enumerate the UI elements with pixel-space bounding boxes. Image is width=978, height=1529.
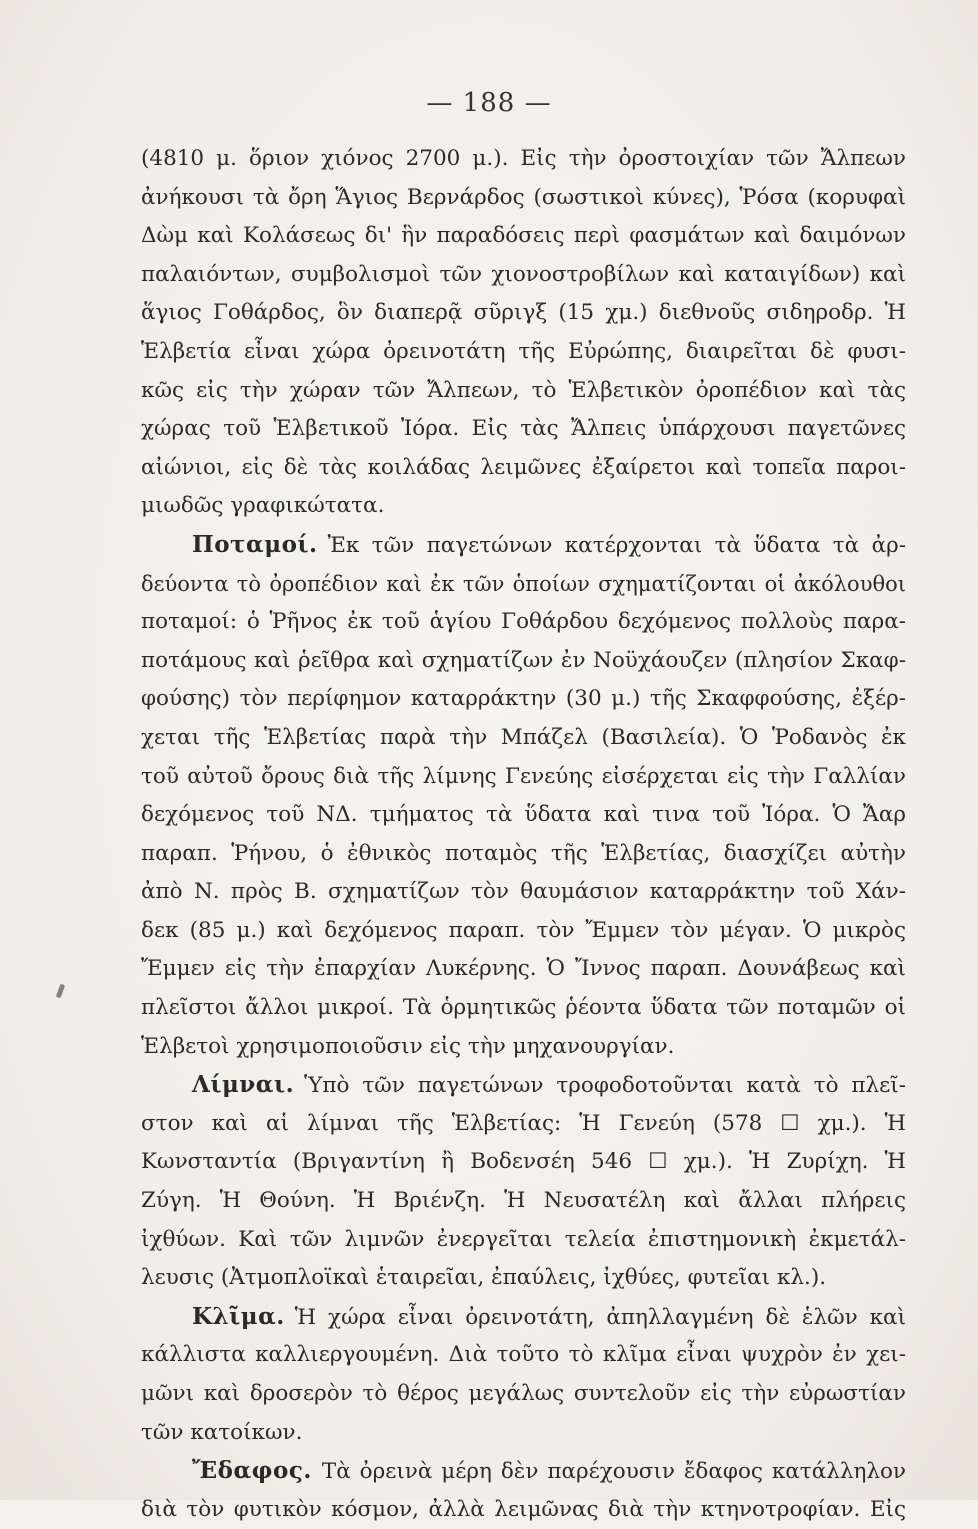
- text-line: ποτάμους καὶ ῥεῖθρα καὶ σχηματίζων ἐν Νοϋχάουζεν (πλησίον Σκαφ-: [141, 647, 906, 673]
- text-line: Ζύγη. Ἡ Θούνη. Ἡ Βριένζη. Ἡ Νευσατέλη καὶ ἄλλαι πλήρεις: [141, 1188, 906, 1214]
- text-line: στον καὶ αἱ λίμναι τῆς Ἑλβετίας: Ἡ Γενεύη (578 ☐ χμ.). Ἡ: [141, 1110, 906, 1136]
- text-line: ἀνήκουσι τὰ ὄρη Ἅγιος Βερνάρδος (σωστικοὶ κύνες), Ῥόσα (κορυφαὶ: [141, 184, 906, 210]
- text-line: (4810 μ. ὅριον χιόνος 2700 μ.). Εἰς τὴν ὀροστοιχίαν τῶν Ἄλπεων: [141, 146, 906, 171]
- text-line: Ἐκ τῶν παγετώνων κατέρχονται τὰ ὕδατα τὰ ἀρ-: [327, 532, 906, 558]
- text-line: πλεῖστοι ἄλλοι μικροί. Τὰ ὁρμητικῶς ῥέοντα ὕδατα τῶν ποταμῶν οἱ: [141, 995, 906, 1021]
- text-line: μιωδῶς γραφικώτατα.: [141, 493, 385, 519]
- climate-section-first-line: [141, 1298, 906, 1337]
- section-heading-lakes: Λίμναι.: [192, 1071, 295, 1099]
- text-line: ἀπὸ Ν. πρὸς Β. σχηματίζων τὸν θαυμάσιον καταρράκτην τοῦ Χάν-: [141, 879, 906, 905]
- text-line: Ἡ χώρα εἶναι ὀρεινοτάτη, ἀπηλλαγμένη δὲ ἑλῶν καὶ: [294, 1304, 906, 1330]
- text-line: διὰ τὸν φυτικὸν κόσμον, ἀλλὰ λειμῶνας διὰ τὴν κτηνοτροφίαν. Εἰς: [141, 1496, 906, 1522]
- text-line: ποταμοί: ὁ Ῥῆνος ἐκ τοῦ ἁγίου Γοθάρδου δεχόμενος πολλοὺς παρα-: [141, 609, 906, 635]
- margin-ink-mark: [56, 984, 65, 999]
- page-number: — 188 —: [426, 88, 552, 118]
- lakes-section-first-line: [141, 1066, 906, 1105]
- text-line: ἅγιος Γοθάρδος, ὃν διαπερᾷ σῦριγξ (15 χμ.) διεθνοῦς σιδηροδρ. Ἡ: [141, 300, 906, 326]
- text-line: χεται τῆς Ἑλβετίας παρὰ τὴν Μπάζελ (Βασιλεία). Ὁ Ῥοδανὸς ἐκ: [141, 724, 906, 750]
- text-line: Τὰ ὀρεινὰ μέρη δὲν παρέχουσιν ἔδαφος κατάλληλον: [321, 1459, 906, 1485]
- text-line: Ἑλβετοὶ χρησιμοποιοῦσιν εἰς τὴν μηχανουργίαν.: [141, 1033, 675, 1059]
- text-line: αἰώνιοι, εἰς δὲ τὰς κοιλάδας λειμῶνες ἐξαίρετοι καὶ τοπεῖα παροι-: [141, 454, 906, 480]
- soil-section-first-line: [141, 1452, 906, 1491]
- text-line: Ὑπὸ τῶν παγετώνων τροφοδοτοῦνται κατὰ τὸ πλεῖ-: [304, 1073, 906, 1099]
- text-line: χώρας τοῦ Ἑλβετικοῦ Ἰόρα. Εἰς τὰς Ἄλπεις ὑπάρχουσι παγετῶνες: [141, 416, 906, 442]
- text-line: δεύοντα τὸ ὀροπέδιον καὶ ἐκ τῶν ὁποίων σχηματίζονται οἱ ἀκόλουθοι: [141, 571, 906, 596]
- body-text: [141, 140, 906, 1529]
- text-line: παλαιόντων, συμβολισμοὶ τῶν χιονοστροβίλων καὶ καταιγίδων) καὶ: [141, 261, 906, 287]
- text-line: τοῦ αὐτοῦ ὄρους διὰ τῆς λίμνης Γενεύης εἰσέρχεται εἰς τὴν Γαλλίαν: [141, 763, 906, 789]
- text-line: Ἔμμεν εἰς τὴν ἐπαρχίαν Λυκέρνης. Ὁ Ἴννος παραπ. Δουνάβεως καὶ: [141, 956, 906, 982]
- text-line: δεκ (85 μ.) καὶ δεχόμενος παραπ. τὸν Ἔμμεν τὸν μέγαν. Ὁ μικρὸς: [141, 917, 906, 943]
- text-line: ἰχθύων. Καὶ τῶν λιμνῶν ἐνεργεῖται τελεία ἐπιστημονικὴ ἐκμετάλ-: [141, 1226, 906, 1252]
- section-heading-soil: Ἔδαφος.: [192, 1457, 312, 1485]
- section-heading-climate: Κλῖμα.: [192, 1302, 285, 1330]
- text-line: μῶνι καὶ δροσερὸν τὸ θέρος μεγάλως συντελοῦν εἰς τὴν εὐρωστίαν: [141, 1381, 906, 1406]
- text-line: κῶς εἰς τὴν χώραν τῶν Ἄλπεων, τὸ Ἑλβετικὸν ὀροπέδιον καὶ τὰς: [141, 377, 906, 403]
- text-line: λευσις (Ἀτμοπλοϊκαὶ ἑταιρεῖαι, ἐπαύλεις, ἰχθύες, φυτεῖαι κλ.).: [141, 1265, 827, 1291]
- rivers-section-first-line: [141, 526, 906, 565]
- text-line: δεχόμενος τοῦ ΝΔ. τμήματος τὰ ὕδατα καὶ τινα τοῦ Ἰόρα. Ὁ Ἄαρ: [141, 802, 906, 828]
- text-line: Κωνσταντία (Βριγαντίνη ἢ Βοδενσέη 546 ☐ χμ.). Ἡ Ζυρίχη. Ἡ: [141, 1149, 906, 1175]
- text-line: κάλλιστα καλλιεργουμένη. Διὰ τοῦτο τὸ κλῖμα εἶναι ψυχρὸν ἐν χει-: [141, 1342, 906, 1368]
- text-line: Ἑλβετία εἶναι χώρα ὀρεινοτάτη τῆς Εὐρώπης, διαιρεῖται δὲ φυσι-: [141, 338, 906, 364]
- text-line: Δὼμ καὶ Κολάσεως δι' ἣν παραδόσεις περὶ φασμάτων καὶ δαιμόνων: [141, 223, 906, 249]
- text-line: φούσης) τὸν περίφημον καταρράκτην (30 μ.) τῆς Σκαφφούσης, ἐξέρ-: [141, 686, 906, 712]
- text-line: παραπ. Ῥήνου, ὁ ἐθνικὸς ποταμὸς τῆς Ἑλβετίας, διασχίζει αὐτὴν: [141, 840, 906, 866]
- section-heading-rivers: Ποταμοί.: [192, 530, 318, 558]
- text-line: τῶν κατοίκων.: [141, 1419, 303, 1445]
